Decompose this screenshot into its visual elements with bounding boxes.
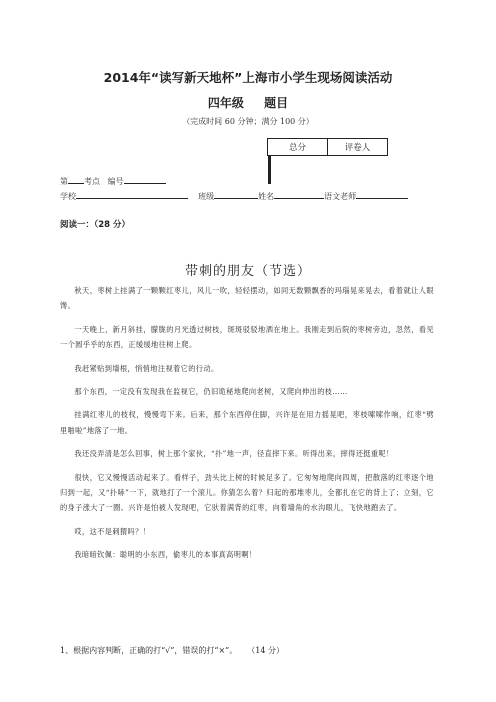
passage-paragraph: 我暗暗钦佩：聪明的小东西，偷枣儿的本事真高明啊！ bbox=[74, 550, 257, 560]
section-heading: 阅读一：（28 分） bbox=[60, 220, 131, 230]
question-text: 1、根据内容判断，正确的打“√”，错误的打“×”。 bbox=[60, 646, 238, 655]
site-number-blank[interactable] bbox=[68, 183, 84, 184]
passage-paragraph: 很快，它又慢慢活动起来了。看样子，劲头比上树的时候足多了。它匆匆地爬向四周，把散落的红枣逐个地归到一起，又“扑哧”一下，就地打了一个滚儿。你猜怎么着？归起的那堆枣儿，全都扎在它的背上了；立刻，它的身子涨大了一圈。兴许是怕被人发现吧，它驮着满背的红枣，向着墙角的水沟眼儿，飞快地跑去了。 bbox=[60, 472, 434, 513]
grader-header: 评卷人 bbox=[328, 139, 388, 156]
total-score-header: 总分 bbox=[268, 139, 328, 156]
name-label: 姓名 bbox=[258, 192, 275, 201]
passage-paragraph: 那个东西，一定没有发现我在监视它，仍旧诡秘地爬向老树，又爬向伸出的枝…… bbox=[74, 387, 348, 397]
student-info-line bbox=[60, 191, 408, 202]
score-table bbox=[267, 138, 388, 187]
passage-paragraph: 哎，这不是刺猬吗？！ bbox=[74, 526, 151, 536]
school-label: 学校 bbox=[60, 192, 76, 201]
school-blank[interactable] bbox=[76, 198, 188, 199]
grade-label: 四年级 bbox=[207, 96, 244, 110]
passage-paragraph: 我赶紧贴到墙根，悄悄地注视着它的行动。 bbox=[74, 363, 219, 373]
exam-site-line bbox=[60, 176, 166, 187]
class-blank[interactable] bbox=[214, 198, 258, 199]
teacher-label: 语文老师 bbox=[324, 192, 357, 201]
passage-paragraph: 一天晚上，新月斜挂，朦胧的月光透过树枝，斑斑驳驳地洒在地上。我刚走到后院的枣树旁边，忽然，看见一个圆乎乎的东西，正缓缓地往树上爬。 bbox=[60, 324, 434, 350]
number-label: 编号 bbox=[107, 177, 124, 186]
exam-title: 2014年“读写新天地杯”上海市小学生现场阅读活动 bbox=[103, 70, 393, 85]
site-label: 考点 bbox=[84, 177, 100, 186]
passage-body bbox=[60, 283, 434, 571]
class-label: 班级 bbox=[198, 192, 215, 201]
exam-subtitle bbox=[0, 94, 496, 111]
teacher-blank[interactable] bbox=[356, 198, 408, 199]
paper-label: 题目 bbox=[264, 96, 289, 110]
passage-paragraph: 秋天，枣树上挂满了一颗颗红枣儿，风儿一吹，轻轻摆动，如同无数颗飘香的玛瑙晃来晃去，看着就让人眼馋。 bbox=[60, 286, 434, 311]
passage-paragraph: 我还没弄清是怎么回事，树上那个家伙，“扑”地一声，径直摔下来。听得出来，摔得还挺重呢！ bbox=[74, 449, 394, 459]
site-prefix: 第 bbox=[60, 177, 68, 186]
number-blank[interactable] bbox=[124, 183, 166, 184]
question-score: （14 分） bbox=[251, 646, 284, 655]
grader-cell[interactable] bbox=[269, 157, 270, 183]
name-blank[interactable] bbox=[274, 198, 324, 199]
passage-title: 带刺的朋友（节选） bbox=[184, 264, 311, 279]
time-note: （完成时间 60 分钟；满分 100 分） bbox=[182, 117, 314, 126]
passage-paragraph: 挂满红枣儿的枝杈，慢慢弯下来。后来，那个东西停住脚，兴许是在用力摇晃吧，枣枝嗦嗦作响，红枣“劈里啪啦”地落了一地。 bbox=[60, 410, 434, 435]
question-1 bbox=[60, 645, 284, 656]
